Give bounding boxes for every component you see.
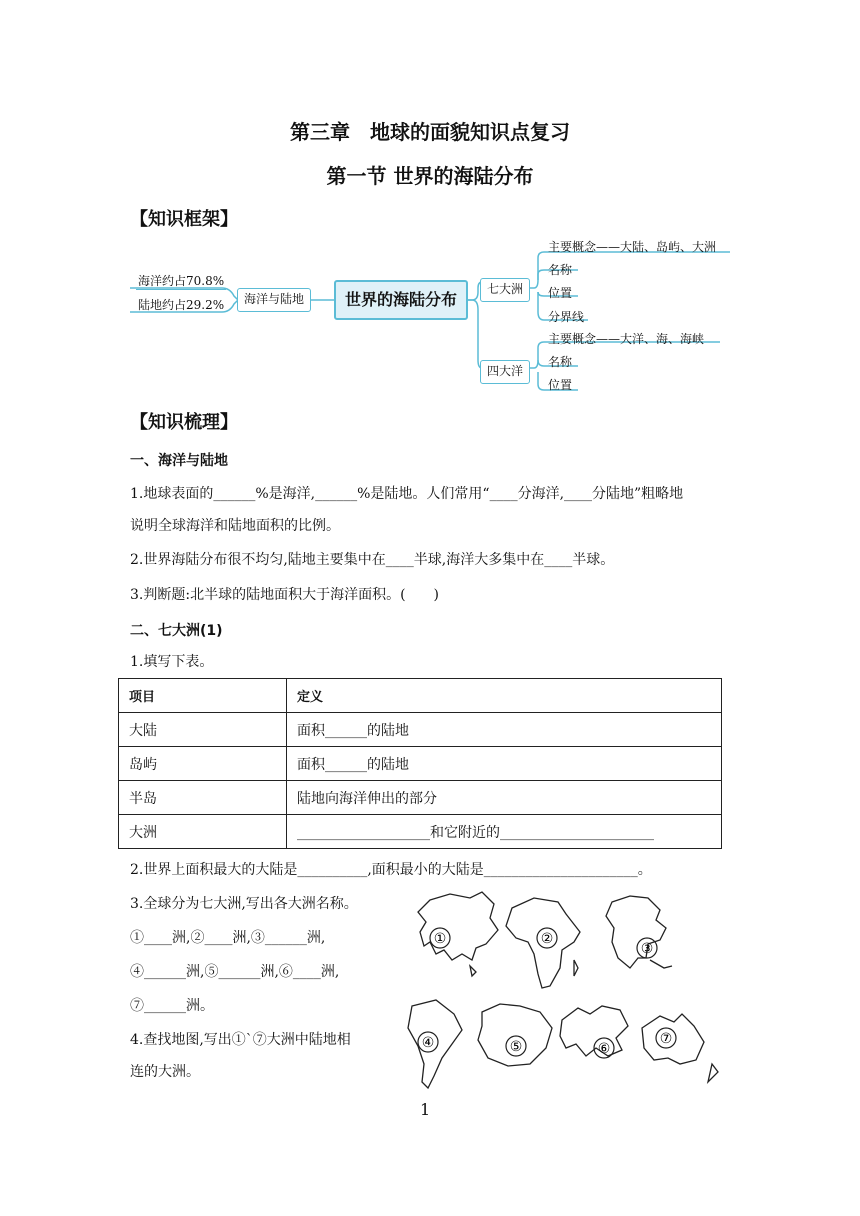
- map-label-6: ⑥: [597, 1041, 611, 1057]
- question-3-line-3: ④______洲,⑤______洲,⑥____洲,: [130, 964, 340, 980]
- oceans-concept: 主要概念——大洋、海、海峡: [548, 332, 705, 346]
- table-row: [119, 713, 722, 747]
- node-continents: 七大洲: [480, 278, 530, 302]
- table-cell: 岛屿: [119, 747, 287, 781]
- asia-outline: [418, 892, 498, 976]
- question-4-line-1: 4.查找地图,写出①`⑦大洲中陆地相: [130, 1032, 351, 1048]
- continents-boundary: 分界线: [548, 310, 585, 324]
- question-3-line-2: ①____洲,②____洲,③______洲,: [130, 930, 326, 946]
- table-cell: 陆地向海洋伸出的部分: [287, 781, 722, 815]
- south-america-outline: [408, 1000, 462, 1088]
- continents-concept: 主要概念——大陆、岛屿、大洲: [548, 240, 717, 254]
- north-america-outline: [606, 896, 672, 968]
- part1-line-2: 说明全球海洋和陆地面积的比例。: [130, 518, 340, 534]
- framework-heading: 【知识框架】: [130, 209, 238, 230]
- table-header-cell: 项目: [119, 679, 287, 713]
- map-label-7: ⑦: [659, 1031, 673, 1047]
- oceania-outline: [642, 1014, 718, 1082]
- map-label-3: ③: [640, 941, 654, 957]
- continent-maps: [390, 888, 730, 1098]
- review-heading: 【知识梳理】: [130, 412, 238, 433]
- question-3-line-1: 3.全球分为七大洲,写出各大洲名称。: [130, 896, 358, 912]
- part1-line-3: 2.世界海陆分布很不均匀,陆地主要集中在____半球,海洋大多集中在____半球。: [130, 552, 615, 568]
- continents-name: 名称: [548, 263, 573, 277]
- definitions-table: [118, 678, 722, 849]
- node-center: 世界的海陆分布: [334, 280, 468, 320]
- map-label-1: ①: [433, 931, 447, 947]
- note-ocean-ratio: 海洋约占70.8%: [138, 274, 225, 288]
- page-number: 1: [420, 1100, 431, 1119]
- table-cell: 半岛: [119, 781, 287, 815]
- node-sea-land: 海洋与陆地: [237, 288, 311, 312]
- note-land-ratio: 陆地约占29.2%: [138, 298, 225, 312]
- node-oceans: 四大洋: [480, 360, 530, 384]
- table-cell: 面积______的陆地: [287, 713, 722, 747]
- antarctica-outline: [478, 1004, 552, 1066]
- part2-title: 二、七大洲(1): [130, 623, 223, 639]
- table-cell: 大洲: [119, 815, 287, 849]
- question-2: 2.世界上面积最大的大陆是__________,面积最小的大陆是______________________。: [130, 862, 652, 878]
- table-cell: 大陆: [119, 713, 287, 747]
- part1-title: 一、海洋与陆地: [130, 453, 228, 469]
- question-1: 1.填写下表。: [130, 654, 214, 670]
- map-label-2: ②: [540, 931, 554, 947]
- section-title: 第一节 世界的海陆分布: [326, 164, 534, 188]
- map-label-4: ④: [421, 1035, 435, 1051]
- chapter-title: 第三章 地球的面貌知识点复习: [290, 120, 570, 144]
- table-row: [119, 815, 722, 849]
- question-4-line-2: 连的大洲。: [130, 1064, 200, 1080]
- table-header-row: [119, 679, 722, 713]
- table-cell: ___________________和它附近的______________________: [287, 815, 722, 849]
- oceans-position: 位置: [548, 378, 573, 392]
- table-header-cell: 定义: [287, 679, 722, 713]
- table-cell: 面积______的陆地: [287, 747, 722, 781]
- oceans-name: 名称: [548, 355, 573, 369]
- map-label-5: ⑤: [509, 1039, 523, 1055]
- part1-line-1: 1.地球表面的______%是海洋,______%是陆地。人们常用“____分海洋,____分陆地”粗略地: [130, 486, 684, 502]
- part1-line-4: 3.判断题:北半球的陆地面积大于海洋面积。( ): [130, 587, 439, 603]
- table-row: [119, 781, 722, 815]
- continents-position: 位置: [548, 286, 573, 300]
- question-3-line-4: ⑦______洲。: [130, 998, 214, 1014]
- table-row: [119, 747, 722, 781]
